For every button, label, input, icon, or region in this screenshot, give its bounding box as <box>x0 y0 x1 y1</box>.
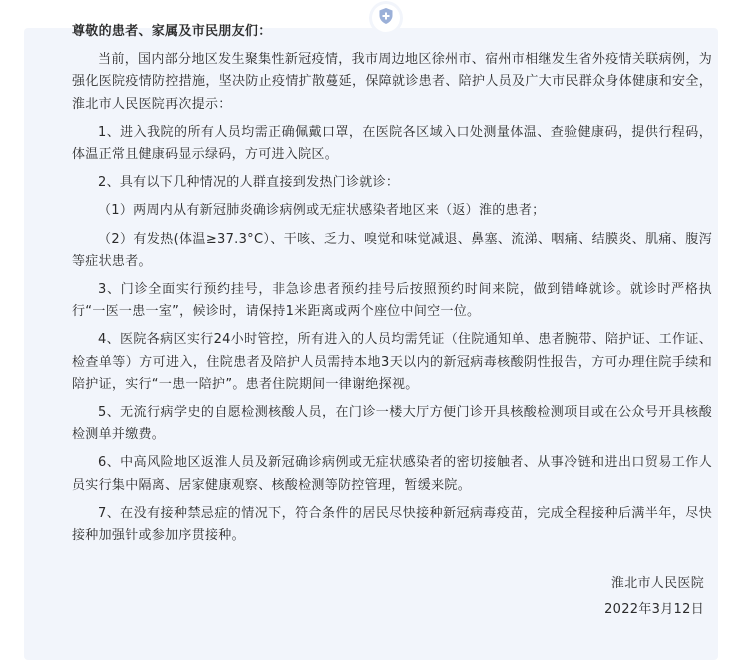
paragraph-7: 7、在没有接种禁忌症的情况下，符合条件的居民尽快接种新冠病毒疫苗，完成全程接种后满半年，尽快接种加强针或参加序贯接种。 <box>72 505 712 544</box>
signature-org: 淮北市人民医院 <box>610 576 704 591</box>
notice-body <box>72 21 712 553</box>
paragraph-2: 2、具有以下几种情况的人群直接到发热门诊就诊： <box>98 175 400 191</box>
paragraph-3: 3、门诊全面实行预约挂号，非急诊患者预约挂号后按照预约时间来院，做到错峰就诊。就诊时严格执行“一医一患一室”，候诊时，请保持1米距离或两个座位中间空一位。 <box>72 282 712 320</box>
paragraph-1: 1、进入我院的所有人员均需正确佩戴口罩，在医院各区域入口处测量体温、查验健康码，提供行程码，体温正常且健康码显示绿码，方可进入院区。 <box>72 124 712 163</box>
signature-date: 2022年3月12日 <box>604 602 704 618</box>
paragraph-2-item-1: （1）两周内从有新冠肺炎确诊病例或无症状感染者地区来（返）淮的患者； <box>98 203 546 219</box>
paragraph-4: 4、医院各病区实行24小时管控，所有进入的人员均需凭证（住院通知单、患者腕带、陪护证、工作证、检查单等）方可进入，住院患者及陪护人员需持本地3天以内的新冠病毒核酸阴性报告，方可办理住院手续和陪护证，实行“一患一陪护”。患者住院期间一律谢绝探视。 <box>72 332 712 392</box>
paragraph-2-item-2: （2）有发热(体温≥37.3°C）、干咳、乏力、嗅觉和味觉减退、鼻塞、流涕、咽痛、结膜炎、肌痛、腹泻等症状患者。 <box>72 231 712 269</box>
greeting: 尊敬的患者、家属及市民朋友们： <box>72 24 272 39</box>
signature-block <box>604 573 704 625</box>
paragraph-intro: 当前，国内部分地区发生聚集性新冠疫情，我市周边地区徐州市、宿州市相继发生省外疫情关联病例，为强化医院疫情防控措施，坚决防止疫情扩散蔓延，保障就诊患者、陪护人员及广大市民群众身体健康和安全，淮北市人民医院再次提示： <box>72 52 712 112</box>
paragraph-6: 6、中高风险地区返淮人员及新冠确诊病例或无症状感染者的密切接触者、从事冷链和进出口贸易工作人员实行集中隔离、居家健康观察、核酸检测等防控管理，暂缓来院。 <box>72 455 712 493</box>
paragraph-5: 5、无流行病学史的自愿检测核酸人员，在门诊一楼大厅方便门诊开具核酸检测项目或在公众号开具核酸检测单并缴费。 <box>72 405 712 443</box>
